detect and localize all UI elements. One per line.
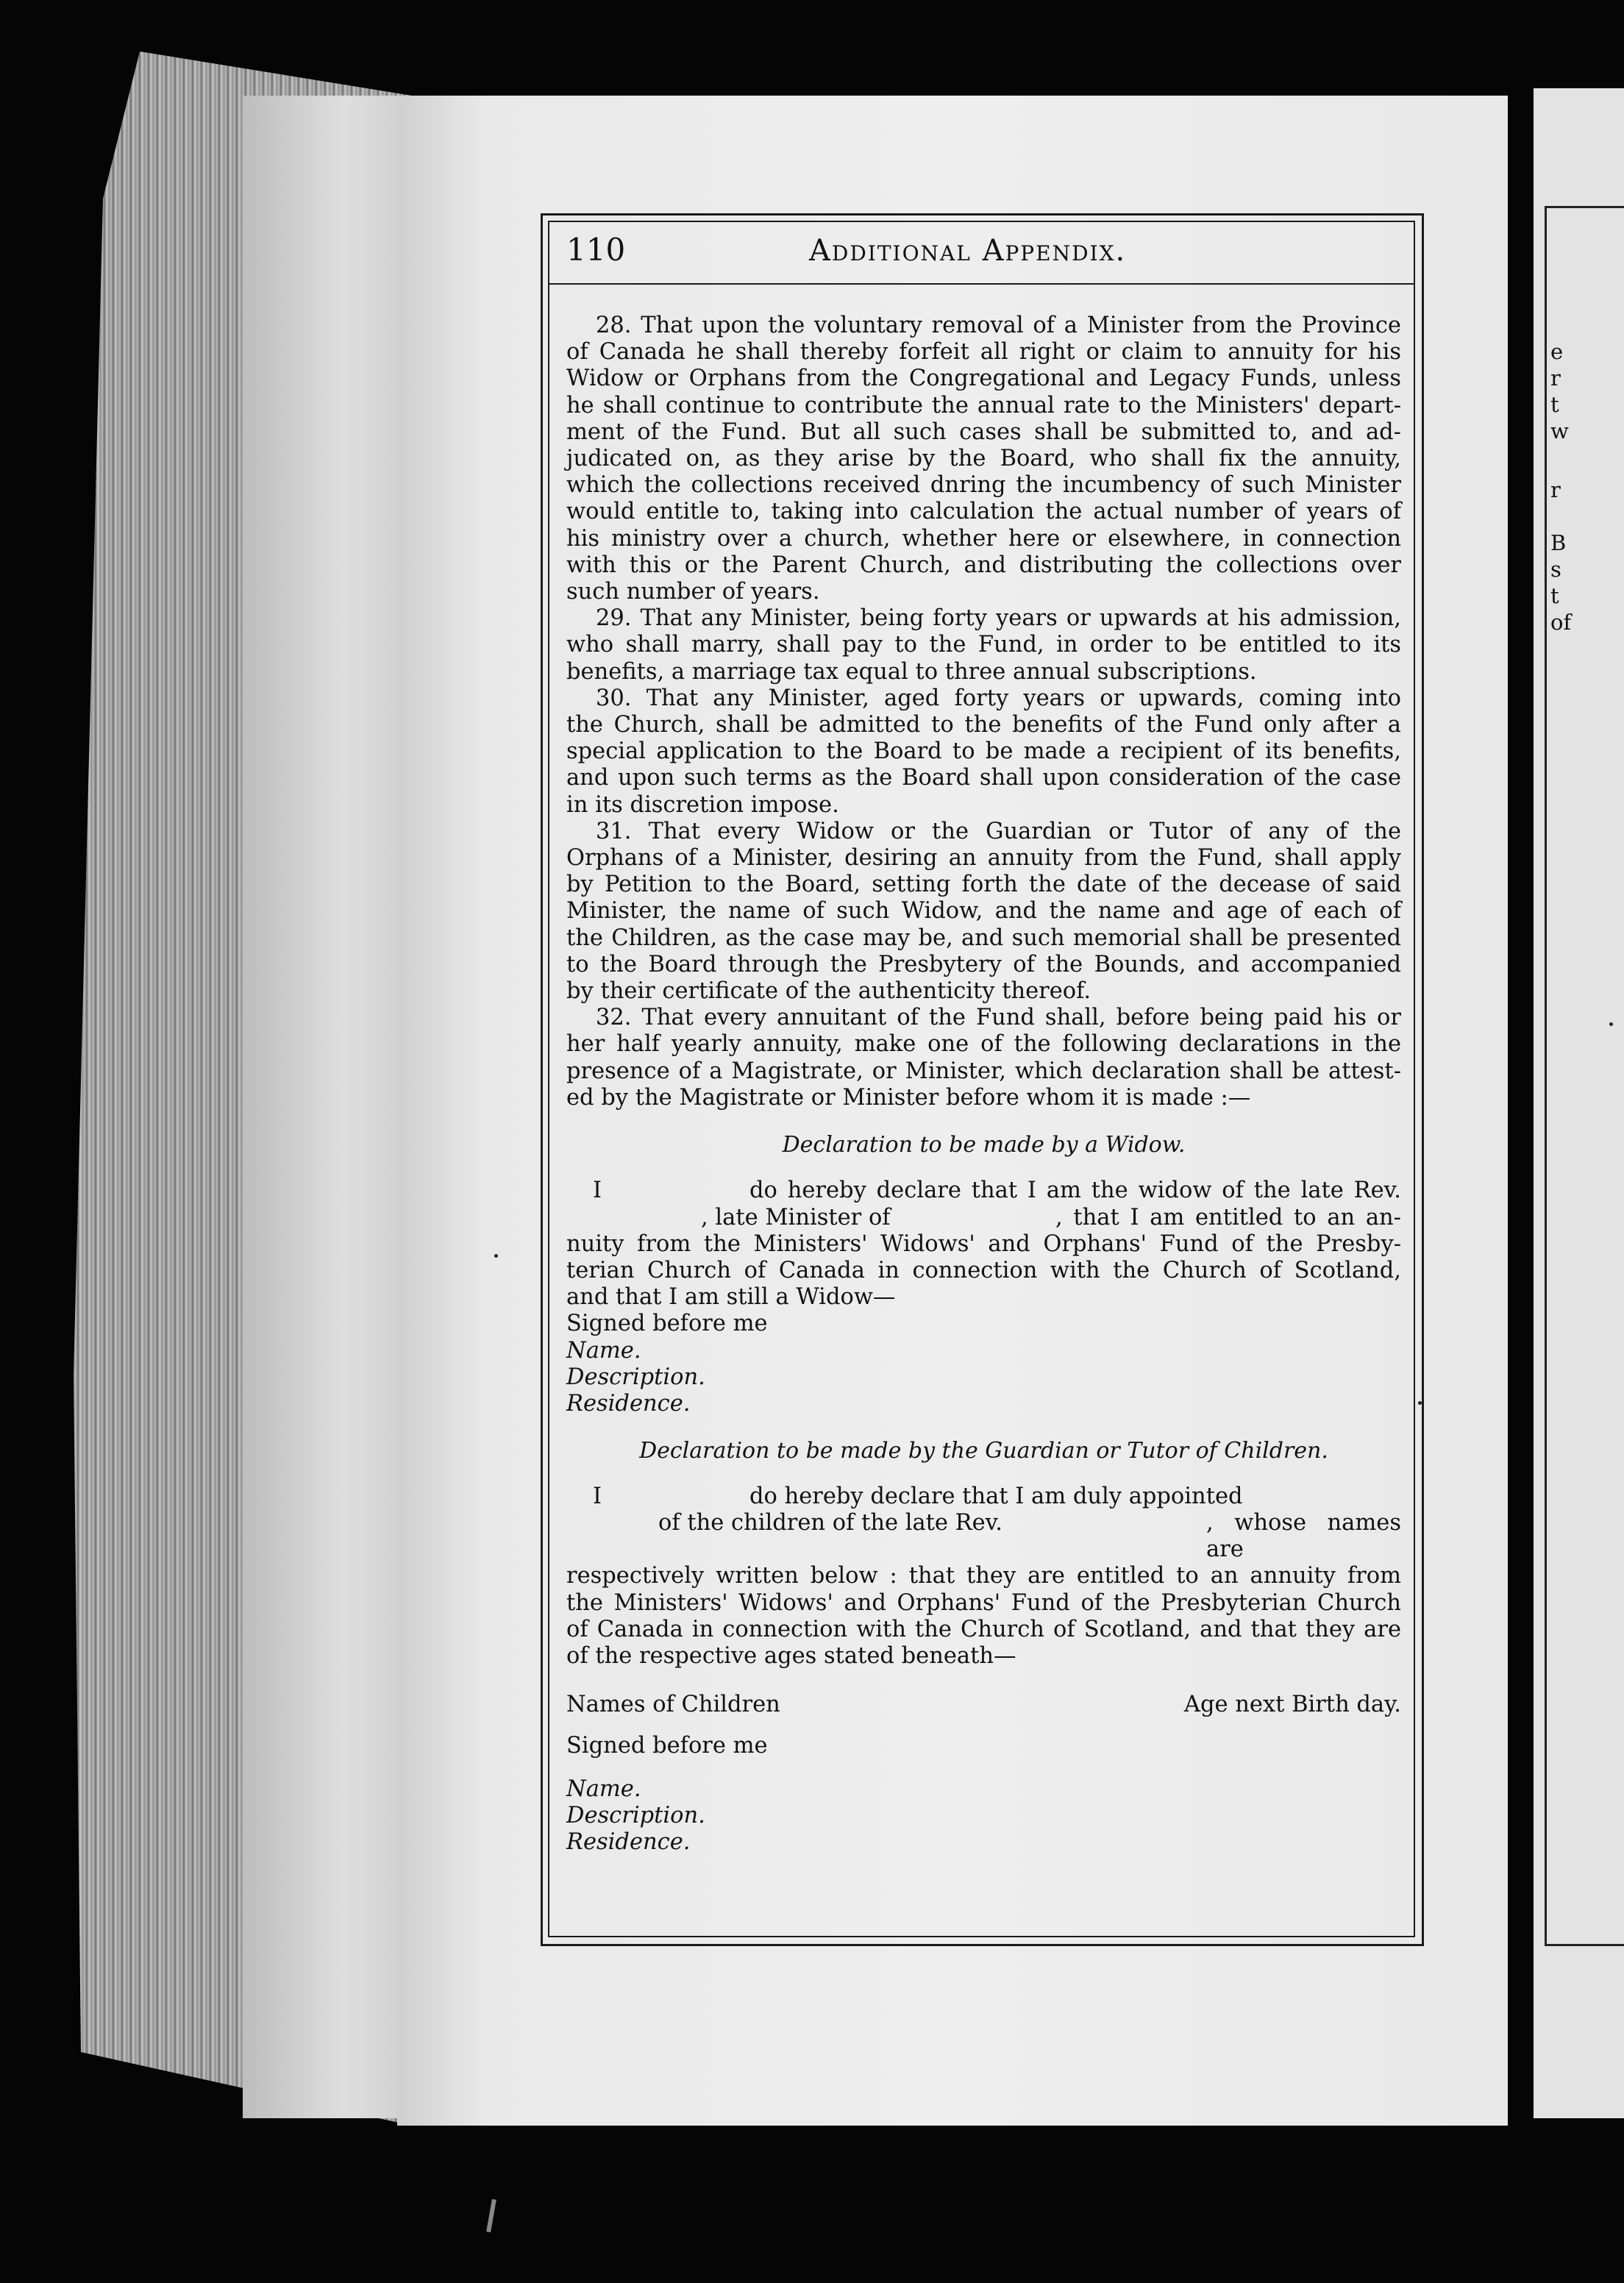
text-line: and upon such terms as the Board shall upon consideration of the case (566, 765, 1401, 791)
adjacent-page-fragment: t (1550, 392, 1559, 417)
section-31 (566, 819, 1401, 1005)
residence-label: Residence. (566, 1828, 691, 1855)
film-mark (486, 2199, 496, 2232)
text-line: the Children, as the case may be, and such memorial shall be presented (566, 925, 1401, 951)
text-line: ed by the Magistrate or Minister before whom it is made :— (566, 1084, 1251, 1111)
text-line: judicated on, as they arise by the Board, who shall fix the annuity, (566, 446, 1401, 472)
text-line: 29. That any Minister, being forty years or upwards at his admission, (596, 605, 1401, 632)
text-line: of the respective ages stated beneath— (566, 1642, 1016, 1669)
adjacent-page-fragment: r (1550, 477, 1561, 502)
page-content (566, 313, 1401, 1856)
names-of-children-label: Names of Children (566, 1692, 780, 1718)
description-label: Description. (566, 1802, 705, 1828)
text-fragment: of the children of the late Rev. (658, 1509, 1002, 1536)
adjacent-page-fragment: t (1550, 583, 1559, 608)
adjacent-page-fragment: B (1550, 530, 1567, 555)
widow-line-2 (566, 1205, 1401, 1231)
text-line: Widow or Orphans from the Congregational and Legacy Funds, unless (566, 366, 1401, 392)
text-line: which the collections received dnring the incumbency of such Minister (566, 472, 1401, 499)
text-line: in its discretion impose. (566, 791, 839, 818)
adjacent-page-fragment: of (1550, 610, 1572, 635)
text-fragment: I (593, 1178, 602, 1204)
ink-speck (1418, 1401, 1422, 1405)
book-page-edges-inner (243, 96, 412, 2118)
text-line: the Ministers' Widows' and Orphans' Fund of the Presbyterian Church (566, 1589, 1401, 1616)
adjacent-page-fragment: s (1550, 557, 1561, 582)
adjacent-page-fragment: e (1550, 339, 1564, 364)
text-fragment: I (593, 1483, 602, 1509)
text-line: her half yearly annuity, make one of the following declarations in the (566, 1031, 1401, 1058)
description-label: Description. (566, 1364, 705, 1390)
text-line: his ministry over a church, whether here or elsewhere, in connection (566, 525, 1401, 552)
widow-declaration (566, 1178, 1401, 1417)
text-line: with this or the Parent Church, and distributing the collections over (566, 552, 1401, 578)
guardian-line-2 (566, 1510, 1401, 1563)
text-line: benefits, a marriage tax equal to three annual subscriptions. (566, 658, 1257, 685)
text-line: he shall continue to contribute the annual rate to the Ministers' depart- (566, 392, 1401, 419)
text-fragment: , that I am entitled to an an- (1055, 1204, 1401, 1230)
text-line: 32. That every annuitant of the Fund shall, before being paid his or (596, 1005, 1401, 1031)
section-30 (566, 685, 1401, 819)
text-line: Minister, the name of such Widow, and the name and age of each of (566, 898, 1401, 925)
text-fragment: do hereby declare that I am duly appointed (749, 1483, 1243, 1509)
children-table-header (566, 1692, 1401, 1718)
residence-label: Residence. (566, 1390, 691, 1417)
adjacent-page-fragment: r (1550, 366, 1561, 391)
guardian-declaration (566, 1484, 1401, 1856)
text-line: respectively written below : that they are entitled to an annuity from (566, 1563, 1401, 1589)
guardian-line-1 (566, 1484, 1401, 1510)
text-line: of Canada he shall thereby forfeit all right or claim to annuity for his (566, 339, 1401, 366)
text-line: special application to the Board to be made a recipient of its benefits, (566, 738, 1401, 765)
guardian-declaration-heading: Declaration to be made by the Guardian or Tutor of Children. (639, 1437, 1328, 1464)
widow-line-1 (566, 1178, 1401, 1204)
text-line: by Petition to the Board, setting forth the date of the decease of said (566, 872, 1401, 898)
text-line: 28. That upon the voluntary removal of a Minister from the Province (596, 313, 1401, 338)
text-line: ment of the Fund. But all such cases shall be submitted to, and ad- (566, 419, 1401, 445)
section-32 (566, 1005, 1401, 1111)
text-line: would entitle to, taking into calculation the actual number of years of (566, 499, 1401, 525)
text-line: to the Board through the Presbytery of the Bounds, and accompanied (566, 951, 1401, 977)
text-line: such number of years. (566, 579, 820, 605)
text-line: by their certificate of the authenticity thereof. (566, 978, 1091, 1005)
guardian-signed-before-me: Signed before me (566, 1733, 768, 1759)
name-label: Name. (566, 1337, 641, 1364)
signed-before-me: Signed before me (566, 1311, 768, 1337)
running-head: Additional Appendix. (809, 234, 1127, 268)
text-line: Orphans of a Minister, desiring an annuity from the Fund, shall apply (566, 845, 1401, 872)
text-fragment: , late Minister of (701, 1204, 891, 1230)
ink-speck (1609, 1022, 1613, 1026)
ink-speck (494, 1254, 498, 1258)
text-line: who shall marry, shall pay to the Fund, in order to be entitled to its (566, 632, 1401, 658)
text-line: the Church, shall be admitted to the benefits of the Fund only after a (566, 712, 1401, 738)
adjacent-page-frame (1545, 206, 1624, 1946)
adjacent-page-fragment: w (1550, 419, 1569, 444)
text-line: and that I am still a Widow— (566, 1284, 896, 1311)
text-line: 31. That every Widow or the Guardian or Tutor of any of the (596, 818, 1401, 844)
page-number: 110 (566, 232, 626, 268)
text-line: presence of a Magistrate, or Minister, which declaration shall be attest- (566, 1058, 1401, 1084)
section-29 (566, 605, 1401, 685)
text-line: nuity from the Ministers' Widows' and Orphans' Fund of the Presby- (566, 1230, 1401, 1257)
text-line: of Canada in connection with the Church of Scotland, and that they are (566, 1616, 1401, 1642)
widow-declaration-heading: Declaration to be made by a Widow. (782, 1132, 1186, 1158)
age-next-birthday-label: Age next Birth day. (1183, 1692, 1401, 1718)
section-28 (566, 313, 1401, 605)
text-line: 30. That any Minister, aged forty years or upwards, coming into (596, 685, 1401, 711)
header-rule (548, 283, 1415, 285)
text-fragment: do hereby declare that I am the widow of the late Rev. (749, 1178, 1401, 1204)
text-line: terian Church of Canada in connection with the Church of Scotland, (566, 1257, 1401, 1283)
text-fragment: , whose names are (1206, 1509, 1401, 1563)
name-label: Name. (566, 1776, 641, 1802)
